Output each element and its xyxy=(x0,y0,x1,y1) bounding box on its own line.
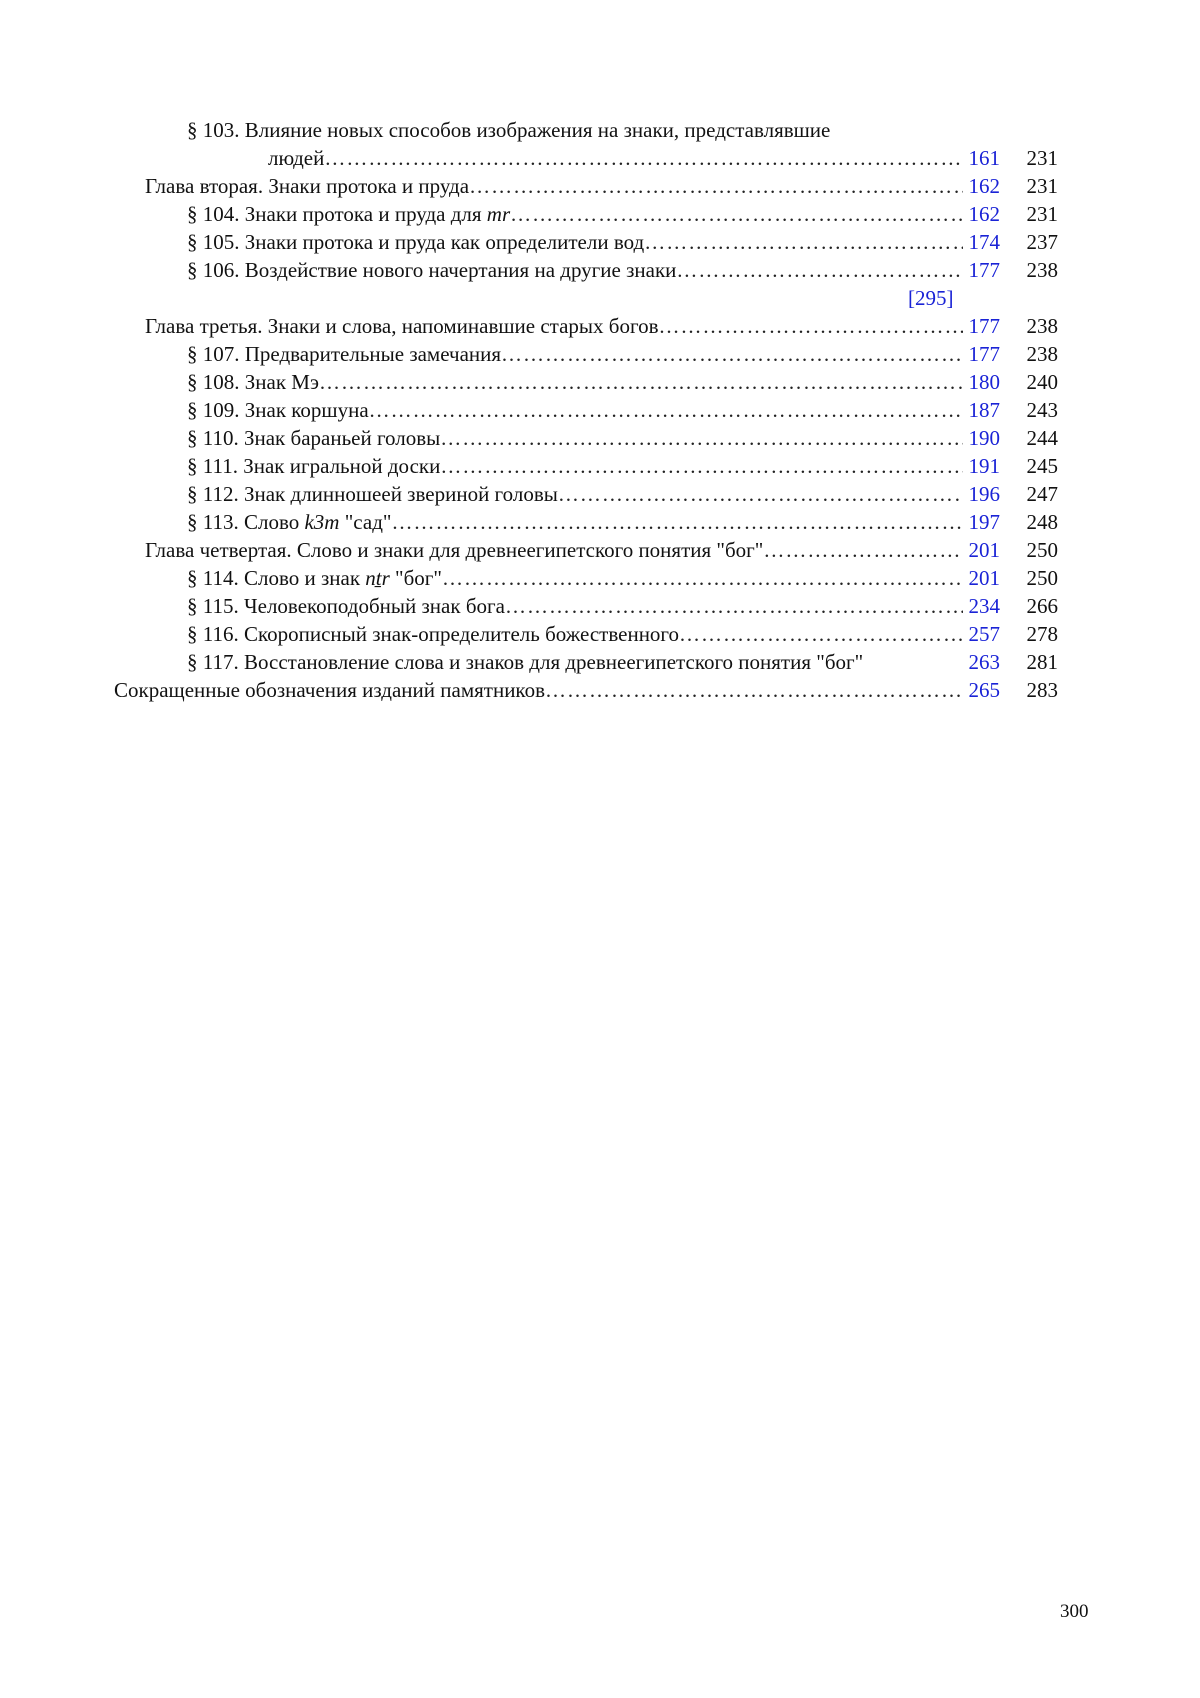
toc-entry-114 xyxy=(187,564,963,592)
toc-entry-title: § 113. Слово xyxy=(187,510,305,534)
toc-entry-title: § 107. Предварительные замечания xyxy=(187,342,502,366)
page-break-marker[interactable]: [295] xyxy=(908,286,954,310)
toc-entry-italic-term: k3m xyxy=(304,510,340,534)
toc-entry-title-cont: людей xyxy=(268,146,325,170)
toc-original-page: 278 xyxy=(1026,622,1058,646)
toc-original-page: 231 xyxy=(1026,202,1058,226)
toc-original-page: 247 xyxy=(1026,482,1058,506)
toc-entry-111 xyxy=(187,452,963,480)
toc-entry-chapter-3 xyxy=(145,312,963,340)
dot-leader xyxy=(469,172,963,200)
toc-page-link[interactable]: 174 xyxy=(968,230,1000,254)
toc-entry-109 xyxy=(187,396,963,424)
toc-page-link[interactable]: 177 xyxy=(968,314,1000,338)
dot-leader xyxy=(558,480,963,508)
toc-page-link[interactable]: 187 xyxy=(968,398,1000,422)
toc-original-page: 283 xyxy=(1026,678,1058,702)
toc-original-page: 266 xyxy=(1026,594,1058,618)
toc-entry-chapter-4 xyxy=(145,536,963,564)
toc-page-link[interactable]: 196 xyxy=(968,482,1000,506)
toc-entry-title: § 108. Знак Мэ xyxy=(187,370,319,394)
toc-entry-116 xyxy=(187,620,963,648)
toc-entry-title: Глава третья. Знаки и слова, напоминавшие старых богов xyxy=(145,314,659,338)
toc-entry-106 xyxy=(187,256,963,284)
toc-entry-title: § 111. Знак игральной доски xyxy=(187,454,441,478)
toc-entry-113 xyxy=(187,508,963,536)
toc-entry-110 xyxy=(187,424,963,452)
toc-original-page: 238 xyxy=(1026,258,1058,282)
toc-page-link[interactable]: 257 xyxy=(968,622,1000,646)
toc-original-page: 231 xyxy=(1026,174,1058,198)
dot-leader xyxy=(440,452,963,480)
dot-leader xyxy=(545,676,963,704)
toc-original-page: 244 xyxy=(1026,426,1058,450)
toc-entry-103-line2 xyxy=(268,144,963,172)
toc-page-link[interactable]: 180 xyxy=(968,370,1000,394)
toc-entry-103-line1 xyxy=(187,116,830,144)
toc-original-page: 248 xyxy=(1026,510,1058,534)
toc-entry-title: § 112. Знак длинношеей звериной головы xyxy=(187,482,558,506)
toc-page-link[interactable]: 191 xyxy=(968,454,1000,478)
toc-page-link[interactable]: 161 xyxy=(968,146,1000,170)
toc-entry-107 xyxy=(187,340,963,368)
toc-original-page: 238 xyxy=(1026,342,1058,366)
toc-entry-title: § 106. Воздействие нового начертания на другие знаки xyxy=(187,258,677,282)
toc-original-page: 238 xyxy=(1026,314,1058,338)
toc-entry-title: Глава вторая. Знаки протока и пруда xyxy=(145,174,470,198)
toc-page-link[interactable]: 162 xyxy=(968,174,1000,198)
toc-entry-104 xyxy=(187,200,963,228)
dot-leader xyxy=(501,340,963,368)
dot-leader xyxy=(440,424,963,452)
page-number: 300 xyxy=(1060,1601,1089,1622)
toc-original-page: 231 xyxy=(1026,146,1058,170)
toc-page-link[interactable]: 177 xyxy=(968,258,1000,282)
toc-page-link[interactable]: 162 xyxy=(968,202,1000,226)
toc-page-link[interactable]: 190 xyxy=(968,426,1000,450)
toc-entry-title: § 115. Человекоподобный знак бога xyxy=(187,594,505,618)
toc-entry-117 xyxy=(187,648,963,676)
toc-entry-title: § 110. Знак бараньей головы xyxy=(187,426,441,450)
toc-entry-title: § 104. Знаки протока и пруда для xyxy=(187,202,487,226)
toc-entry-title-after: "сад" xyxy=(339,510,392,534)
toc-entry-title: § 117. Восстановление слова и знаков для древнеегипетского понятия "бог" xyxy=(187,650,864,674)
dot-leader xyxy=(442,564,963,592)
toc-entry-title: § 105. Знаки протока и пруда как определители вод xyxy=(187,230,645,254)
toc-entry-title: Сокращенные обозначения изданий памятников xyxy=(114,678,545,702)
dot-leader xyxy=(763,536,963,564)
dot-leader xyxy=(659,312,964,340)
toc-page-link[interactable]: 197 xyxy=(968,510,1000,534)
toc-original-page: 237 xyxy=(1026,230,1058,254)
toc-original-page: 245 xyxy=(1026,454,1058,478)
toc-entry-title: § 116. Скорописный знак-определитель божественного xyxy=(187,622,680,646)
toc-entry-title: § 114. Слово и знак xyxy=(187,566,366,590)
toc-entry-108 xyxy=(187,368,963,396)
dot-leader xyxy=(324,144,963,172)
toc-original-page: 281 xyxy=(1026,650,1058,674)
toc-original-page: 240 xyxy=(1026,370,1058,394)
toc-entry-title-after: "бог" xyxy=(389,566,442,590)
toc-entry-title: Глава четвертая. Слово и знаки для древнеегипетского понятия "бог" xyxy=(145,538,764,562)
toc-page-link[interactable]: 201 xyxy=(968,566,1000,590)
toc-original-page: 250 xyxy=(1026,566,1058,590)
toc-entry-105 xyxy=(187,228,963,256)
toc-page-link[interactable]: 201 xyxy=(968,538,1000,562)
toc-entry-abbreviations xyxy=(114,676,963,704)
dot-leader xyxy=(676,256,963,284)
toc-page-link[interactable]: 177 xyxy=(968,342,1000,366)
toc-entry-italic-term: nṯr xyxy=(365,566,390,590)
toc-entry-title: § 109. Знак коршуна xyxy=(187,398,369,422)
toc-original-page: 243 xyxy=(1026,398,1058,422)
dot-leader xyxy=(679,620,963,648)
toc-page-link[interactable]: 234 xyxy=(968,594,1000,618)
dot-leader xyxy=(510,200,963,228)
dot-leader xyxy=(369,396,963,424)
dot-leader xyxy=(319,368,963,396)
toc-page-link[interactable]: 263 xyxy=(968,650,1000,674)
toc-page-link[interactable]: 265 xyxy=(968,678,1000,702)
toc-entry-title: § 103. Влияние новых способов изображения на знаки, представлявшие xyxy=(187,118,831,142)
dot-leader xyxy=(505,592,963,620)
dot-leader xyxy=(644,228,963,256)
toc-entry-italic-term: mr xyxy=(486,202,511,226)
toc-entry-chapter-2 xyxy=(145,172,963,200)
toc-entry-115 xyxy=(187,592,963,620)
toc-entry-112 xyxy=(187,480,963,508)
dot-leader xyxy=(391,508,963,536)
toc-original-page: 250 xyxy=(1026,538,1058,562)
